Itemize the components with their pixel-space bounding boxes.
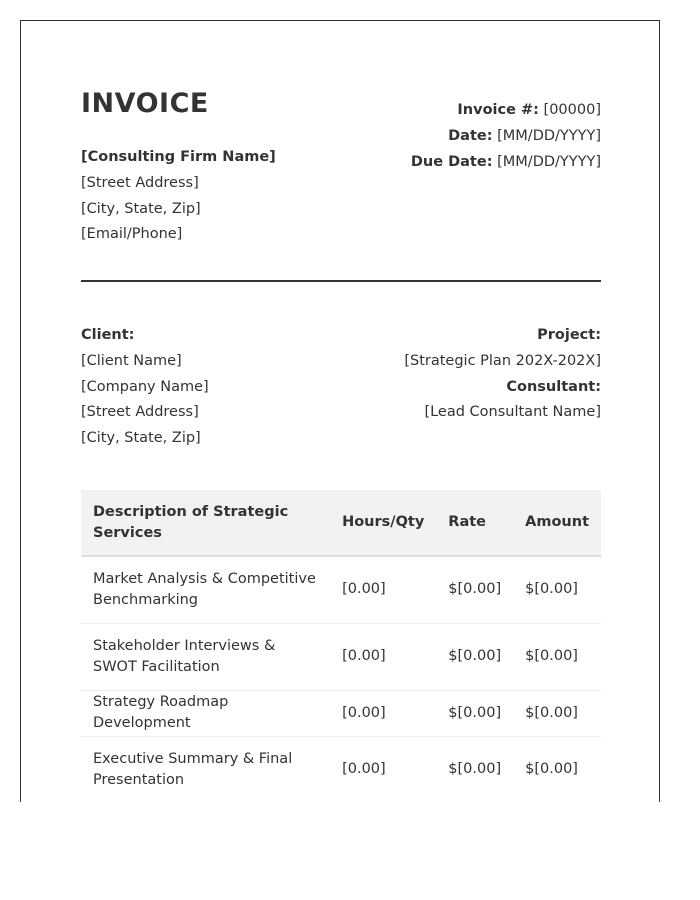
row-rate: $[0.00]	[436, 736, 513, 802]
row-amount: $[0.00]	[513, 556, 601, 623]
project-info	[404, 323, 601, 426]
header-description: Description of Strategic Services	[81, 490, 330, 556]
invoice-date-value: [MM/DD/YYYY]	[497, 127, 601, 144]
firm-street: [Street Address]	[81, 174, 199, 191]
client-company: [Company Name]	[81, 378, 209, 395]
table-row	[81, 556, 601, 623]
invoice-due-line	[411, 150, 601, 176]
invoice-due-value: [MM/DD/YYYY]	[497, 153, 601, 170]
firm-info	[81, 145, 276, 248]
invoice-date-line	[411, 124, 601, 150]
table-header-row	[81, 490, 601, 556]
row-amount: $[0.00]	[513, 623, 601, 690]
client-street: [Street Address]	[81, 404, 199, 421]
client-info	[81, 323, 209, 452]
firm-contact: [Email/Phone]	[81, 226, 183, 243]
row-description: Executive Summary & Final Presentation	[81, 736, 330, 802]
row-amount: $[0.00]	[513, 736, 601, 802]
invoice-page	[20, 20, 660, 802]
project-header: Project:	[537, 327, 601, 343]
row-rate: $[0.00]	[436, 623, 513, 690]
client-header: Client:	[81, 327, 135, 343]
invoice-date-label: Date:	[448, 127, 493, 144]
table-row	[81, 736, 601, 802]
firm-name: [Consulting Firm Name]	[81, 149, 276, 165]
header-rate: Rate	[436, 490, 513, 556]
invoice-title: INVOICE	[81, 88, 209, 119]
row-hours: [0.00]	[330, 690, 436, 736]
row-description: Stakeholder Interviews & SWOT Facilitation	[81, 623, 330, 690]
row-description: Strategy Roadmap Development	[81, 690, 330, 736]
row-rate: $[0.00]	[436, 690, 513, 736]
client-name: [Client Name]	[81, 352, 182, 369]
invoice-number-value: [00000]	[543, 102, 601, 118]
row-description: Market Analysis & Competitive Benchmarking	[81, 556, 330, 623]
project-value: [Strategic Plan 202X-202X]	[404, 352, 601, 369]
invoice-number-line	[411, 98, 601, 124]
table-row	[81, 623, 601, 690]
consultant-header: Consultant:	[506, 378, 601, 395]
client-city: [City, State, Zip]	[81, 430, 201, 447]
header-hours: Hours/Qty	[330, 490, 436, 556]
firm-city: [City, State, Zip]	[81, 200, 201, 217]
consultant-value: [Lead Consultant Name]	[424, 404, 601, 421]
header-amount: Amount	[513, 490, 601, 556]
row-hours: [0.00]	[330, 623, 436, 690]
row-amount: $[0.00]	[513, 690, 601, 736]
invoice-meta	[411, 98, 601, 175]
row-rate: $[0.00]	[436, 556, 513, 623]
invoice-due-label: Due Date:	[410, 153, 493, 170]
invoice-number-label: Invoice #:	[457, 102, 539, 118]
table-row	[81, 690, 601, 736]
header-divider	[81, 280, 601, 282]
row-hours: [0.00]	[330, 556, 436, 623]
services-table	[81, 490, 601, 802]
row-hours: [0.00]	[330, 736, 436, 802]
